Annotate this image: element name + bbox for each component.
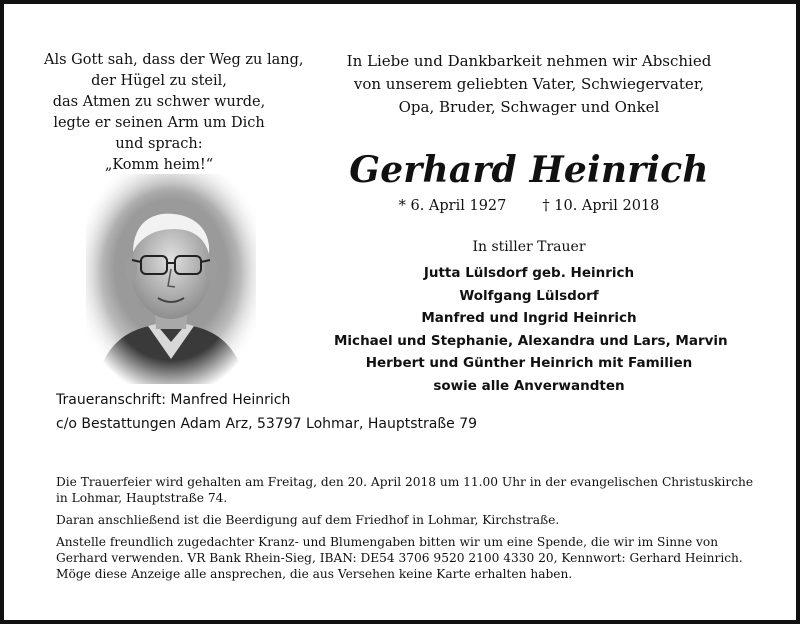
- donation-info: Anstelle freundlich zugedachter Kranz- und Blumengaben bitten wir um eine Spende, die wir im Sinne von Gerhard verwenden. VR Bank Rhein-Sieg, IBAN: DE54 3706 9520 2100 4330 20, Kennwort: Gerhard Heinrich.: [56, 535, 743, 565]
- deceased-name: Gerhard Heinrich: [349, 149, 709, 191]
- poem-line: Als Gott sah, dass der Weg zu lang,: [44, 52, 304, 68]
- service-info: Die Trauerfeier wird gehalten am Freitag, den 20. April 2018 um 11.00 Uhr in der evangelischen Christuskirche in Lohmar, Hauptstraße 74.: [56, 475, 754, 505]
- mourner-line: Manfred und Ingrid Heinrich: [421, 310, 637, 327]
- mourner-line: sowie alle Anverwandten: [433, 377, 625, 394]
- birth-date: * 6. April 1927: [398, 198, 507, 214]
- death-date: † 10. April 2018: [542, 198, 660, 214]
- mourner-line: Jutta Lülsdorf geb. Heinrich: [423, 265, 635, 281]
- poem-line: das Atmen zu schwer wurde,: [52, 94, 266, 110]
- mourners-heading: In stiller Trauer: [472, 239, 586, 255]
- poem-line: der Hügel zu steil,: [91, 73, 227, 89]
- mourners-list: [334, 262, 728, 398]
- portrait-photo-icon: [86, 174, 256, 384]
- intro-line: In Liebe und Dankbarkeit nehmen wir Abschied: [346, 52, 712, 70]
- portrait-photo: [86, 174, 256, 384]
- mourner-line: Michael und Stephanie, Alexandra und Lars, Marvin: [334, 332, 728, 349]
- intro-line: Opa, Bruder, Schwager und Onkel: [398, 98, 660, 116]
- intro-line: von unserem geliebten Vater, Schwiegervater,: [353, 75, 705, 93]
- address-line-1: Traueranschrift: Manfred Heinrich: [56, 392, 291, 408]
- poem: [44, 50, 304, 176]
- funeral-info: [56, 474, 756, 588]
- mourner-line: Wolfgang Lülsdorf: [459, 287, 599, 304]
- closing-note: Möge diese Anzeige alle ansprechen, die aus Versehen keine Karte erhalten haben.: [56, 567, 573, 581]
- poem-line: legte er seinen Arm um Dich: [53, 115, 265, 131]
- farewell-intro: [334, 50, 724, 119]
- poem-line: „Komm heim!“: [104, 157, 214, 173]
- address-line-2: c/o Bestattungen Adam Arz, 53797 Lohmar, Hauptstraße 79: [56, 416, 478, 432]
- mourner-line: Herbert und Günther Heinrich mit Familien: [365, 355, 693, 372]
- mourning-address: [56, 388, 656, 436]
- poem-line: und sprach:: [115, 136, 203, 152]
- life-dates: [334, 196, 724, 216]
- burial-info: Daran anschließend ist die Beerdigung auf dem Friedhof in Lohmar, Kirchstraße.: [56, 513, 560, 527]
